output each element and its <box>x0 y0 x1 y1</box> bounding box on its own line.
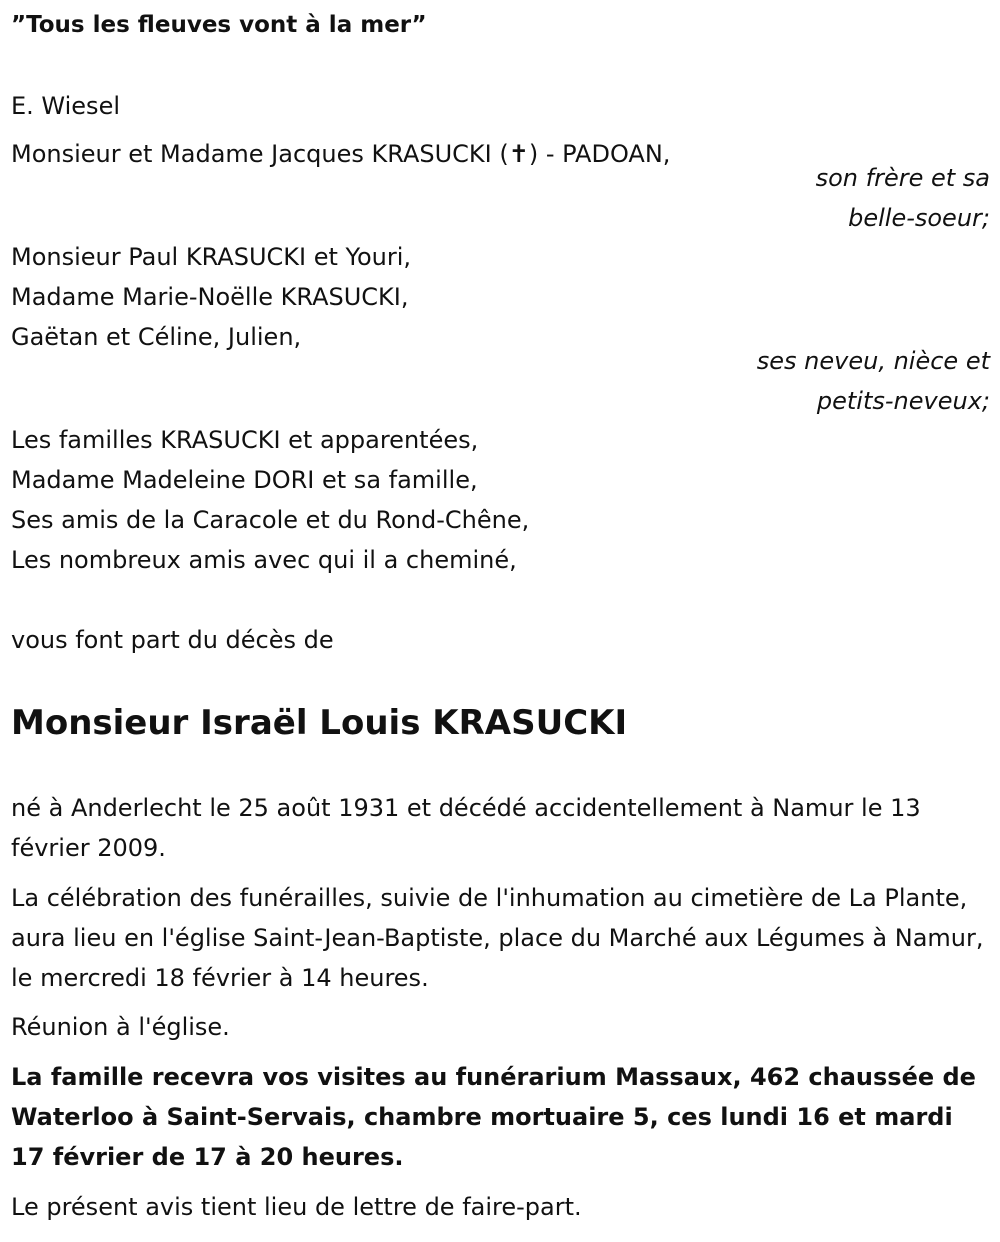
epigraph-author: E. Wiesel <box>11 92 120 120</box>
family-role-2a: ses neveu, nièce et <box>756 347 990 375</box>
funeral-text: La célébration des funérailles, suivie de l'inhumation au cimetière de La Plante, aura lieu en l'église Saint-Jean-Baptiste, place du Marché aux Légumes à Namur, le mercredi 18 février à 14 heures. <box>11 884 984 992</box>
deceased-name: Monsieur Israël Louis KRASUCKI <box>11 703 628 743</box>
family-line-3: Madame Marie-Noëlle KRASUCKI, <box>11 283 409 311</box>
family-line-7: Ses amis de la Caracole et du Rond-Chêne, <box>11 506 530 534</box>
family-line-6: Madame Madeleine DORI et sa famille, <box>11 466 478 494</box>
family-line-1: Monsieur et Madame Jacques KRASUCKI (✝) - PADOAN, <box>11 140 671 168</box>
family-role-2b: petits-neveux; <box>816 387 990 415</box>
birth-death-text: né à Anderlecht le 25 août 1931 et décédé accidentellement à Namur le 13 février 2009. <box>11 794 921 862</box>
meeting-text: Réunion à l'église. <box>11 1013 230 1041</box>
visits-text: La famille recevra vos visites au funérarium Massaux, 462 chaussée de Waterloo à Saint-Servais, chambre mortuaire 5, ces lundi 16 et mardi 17 février de 17 à 20 heures. <box>11 1063 976 1171</box>
family-role-1a: son frère et sa <box>815 164 990 192</box>
announcement-intro: vous font part du décès de <box>11 626 334 654</box>
family-line-4: Gaëtan et Céline, Julien, <box>11 323 302 351</box>
family-line-2: Monsieur Paul KRASUCKI et Youri, <box>11 243 412 271</box>
family-line-8: Les nombreux amis avec qui il a cheminé, <box>11 546 517 574</box>
closing-text: Le présent avis tient lieu de lettre de faire-part. <box>11 1193 582 1221</box>
epigraph-quote: ”Tous les fleuves vont à la mer” <box>11 12 427 38</box>
family-line-5: Les familles KRASUCKI et apparentées, <box>11 426 479 454</box>
family-role-1b: belle-soeur; <box>848 204 990 232</box>
